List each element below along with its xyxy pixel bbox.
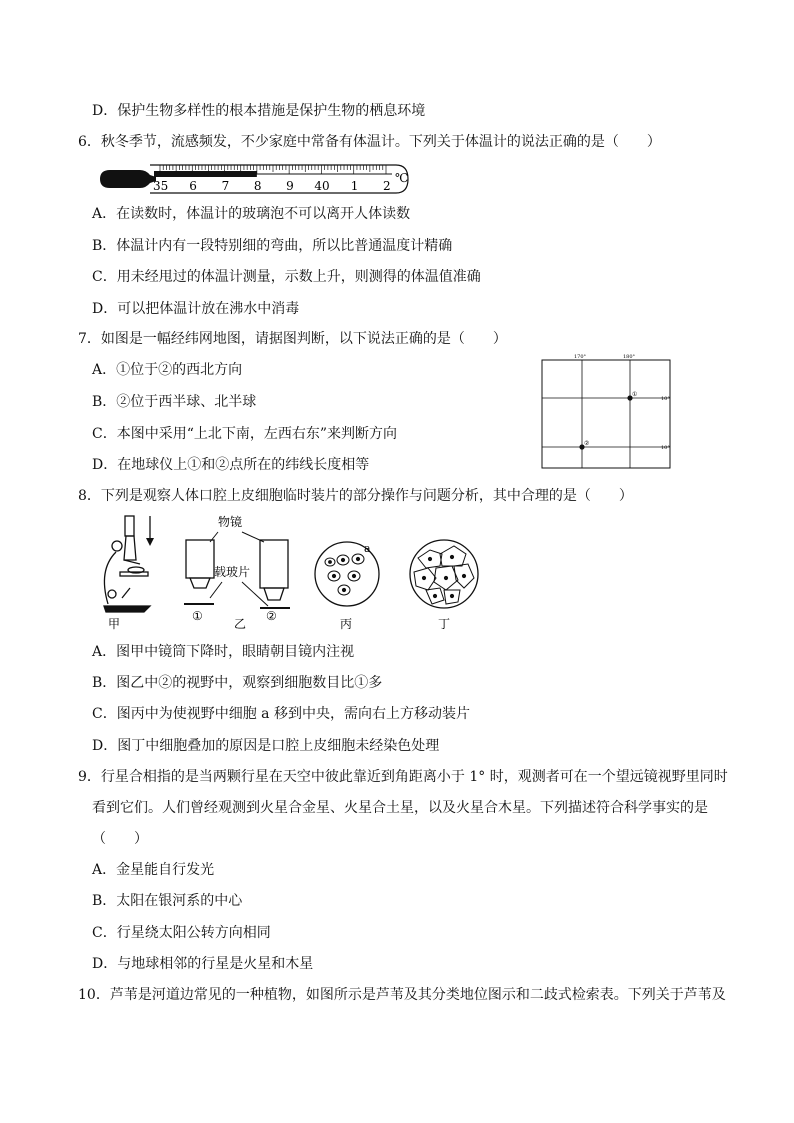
q9-option-d: D．与地球相邻的行星是火星和木星 <box>92 956 314 972</box>
q9-option-c: C．行星绕太阳公转方向相同 <box>92 925 271 941</box>
scale-labels <box>153 179 391 193</box>
q6-stem: 6．秋冬季节，流感频发，不少家庭中常备有体温计。下列关于体温计的说法正确的是（ ） <box>78 134 661 150</box>
q10-stem: 10．芦苇是河道边常见的一种植物，如图所示是芦苇及其分类地位图示和二歧式检索表。下列关于芦苇及 <box>78 987 726 1003</box>
q6-option-a: A．在读数时，体温计的玻璃泡不可以离开人体读数 <box>92 206 411 222</box>
scale-label: 6 <box>189 179 197 193</box>
q7-option-d: D．在地球仪上①和②点所在的纬线长度相等 <box>92 457 370 473</box>
q8-option-a: A．图甲中镜筒下降时，眼睛朝目镜内注视 <box>92 644 355 660</box>
scale-label: 35 <box>153 179 169 193</box>
panel-label-bing: 丙 <box>340 617 353 631</box>
q6-option-b: B．体温计内有一段特别细的弯曲，所以比普通温度计精确 <box>92 238 453 254</box>
panel-label-ding: 丁 <box>438 617 451 631</box>
objective-lens-2 <box>260 540 288 600</box>
scale-label: 40 <box>314 179 330 193</box>
panel-label-jia: 甲 <box>108 617 121 631</box>
field-of-view-ding <box>410 540 478 608</box>
unit-label: ℃ <box>395 171 409 185</box>
point-2-label: ② <box>584 440 590 447</box>
q9-option-b: B．太阳在银河系的中心 <box>92 893 243 909</box>
panel-label-yi: 乙 <box>234 617 247 631</box>
lon-label-170: 170° <box>574 354 587 360</box>
scale-label: 8 <box>253 179 262 193</box>
scattered-cells <box>325 554 364 595</box>
scale-label: 7 <box>221 179 230 193</box>
q8-option-c: C．图丙中为使视野中细胞 a 移到中央，需向右上方移动装片 <box>92 706 470 722</box>
cell-label-a: a <box>364 542 371 555</box>
objective-label: 物镜 <box>218 515 243 529</box>
point-1-label: ① <box>632 391 638 398</box>
q8-option-d: D．图丁中细胞叠加的原因是口腔上皮细胞未经染色处理 <box>92 738 440 754</box>
microscope-figures <box>92 512 492 634</box>
thermometer-figure <box>96 157 416 197</box>
q9-option-a: A．金星能自行发光 <box>92 862 215 878</box>
scale-label: 1 <box>350 179 359 193</box>
scale-label: 2 <box>383 179 391 193</box>
lon-label-180: 180° <box>623 354 636 360</box>
overlapping-cells <box>414 546 474 604</box>
q9-stem-line-2: 看到它们。人们曾经观测到火星合金星、火星合土星，以及火星合木星。下列描述符合科学事实的是 <box>92 800 708 816</box>
lat-label-1: 10° <box>661 396 670 402</box>
slide-label: 载玻片 <box>214 565 251 579</box>
lat-label-2: 10° <box>661 445 670 451</box>
lens-label-1: ① <box>192 609 203 623</box>
q7-option-a: A．①位于②的西北方向 <box>92 362 243 378</box>
graticule-map <box>540 352 680 472</box>
q8-stem: 8．下列是观察人体口腔上皮细胞临时装片的部分操作与问题分析，其中合理的是（ ） <box>78 488 633 504</box>
q6-option-d: D．可以把体温计放在沸水中消毒 <box>92 301 300 317</box>
q9-stem-line-1: 9．行星合相指的是当两颗行星在天空中彼此靠近到角距离小于 1° 时，观测者可在一个望远镜视野里同时 <box>78 769 728 785</box>
q8-option-b: B．图乙中②的视野中，观察到细胞数目比①多 <box>92 675 383 691</box>
q7-option-c: C．本图中采用“上北下南，左西右东”来判断方向 <box>92 426 398 442</box>
objective-lens-1 <box>186 540 214 588</box>
q9-stem-line-3: （ ） <box>92 831 148 847</box>
q7-option-b: B．②位于西半球、北半球 <box>92 394 257 410</box>
q6-option-c: C．用未经甩过的体温计测量，示数上升，则测得的体温值准确 <box>92 269 481 285</box>
thermometer-bulb <box>100 170 156 188</box>
scale-label: 9 <box>286 179 294 193</box>
lens-label-2: ② <box>266 609 277 623</box>
mercury-column <box>154 171 257 177</box>
microscope-icon <box>104 516 150 612</box>
q5-option-d: D．保护生物多样性的根本措施是保护生物的栖息环境 <box>92 103 426 119</box>
q7-stem: 7．如图是一幅经纬网地图，请据图判断，以下说法正确的是（ ） <box>78 331 507 347</box>
